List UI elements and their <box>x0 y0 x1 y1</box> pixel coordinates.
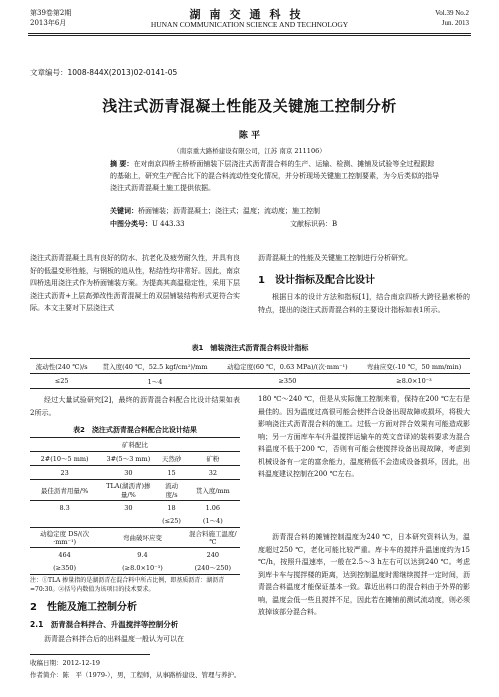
keywords <box>110 206 450 216</box>
table1-header: 弯曲应变(-10 ℃，50 mm/min) <box>358 359 470 374</box>
table2-cell: 240 <box>206 550 220 559</box>
footnote-received: 收稿日期：2012-12-19 <box>30 659 100 667</box>
date-cn: 2013年6月 <box>30 19 67 27</box>
affiliation: （南京重大路桥建设有限公司，江苏 南京 211106） <box>173 147 326 155</box>
table2-header: TLA(湖沥青)掺量/% <box>99 480 157 501</box>
table1-cell: ≥350 <box>278 377 297 385</box>
table1-caption: 表1 铺装浇注式沥青混合料设计指标 <box>191 344 309 352</box>
section-2-1-heading: 2.1 沥青混合料拌合、升温搅拌等控制分析 <box>30 620 179 629</box>
classification-label: 中图分类号： <box>110 220 152 228</box>
table2-header: 贯入度/mm <box>186 480 240 501</box>
keywords-text: 桥面铺装；沥青混凝土；浇注式；温度；流动度；施工控制 <box>138 207 320 215</box>
section-2-1-paragraph: 沥青混合料拌合后的出料温度一般认为可以在 <box>44 635 184 643</box>
keywords-label: 关键词： <box>110 207 138 215</box>
table1 <box>30 358 470 389</box>
table2-header-row <box>30 452 240 466</box>
right-paragraph-1: 180 ℃～240 ℃，但是从实际施工控制来看，保持在200 ℃左右是最佳的。因为温度过高很可能会使拌合设备出现故障或损坏，将极大影响浇注式沥青混合料的施工。过低一方面对拌合效果有可能造成影响；另一方面库车车(升温搅拌运输车的英文音译)的装料要求为混合料温度不低于200 ℃，否则有可能会使搅拌设备出现故障，考虑到机械设备有一定的富余能力，温度稍低不会造成设备损坏，因此，出料温度建议控制在200 ℃左右。 <box>258 395 470 478</box>
table2-value-row <box>30 466 240 480</box>
author: 陈 平 <box>238 131 261 141</box>
table2-value-row <box>30 501 240 515</box>
article-number: 文章编号：1008-844X(2013)02-0141-05 <box>30 68 178 77</box>
table1-value-row <box>30 374 470 389</box>
table2-header: 矿粉 <box>186 452 240 466</box>
journal-volume-en <box>435 8 469 28</box>
table2-cell: 18 <box>167 503 176 512</box>
table2-cell: 8.3 <box>59 503 70 512</box>
section-2-heading: 2 性能及施工控制分析 <box>30 602 137 613</box>
table2-header-row <box>30 528 240 548</box>
table1-cell: ≥8.0×10⁻³ <box>396 377 432 385</box>
table2-header-row <box>30 480 240 501</box>
table2-note: 注：①TLA 掺量指的是湖沥青在混合料中所占比例，即基质沥青：湖沥青=70:30。②括号内数值为该项目的技术要求。 <box>30 577 225 593</box>
table2-group-title: 矿料配比 <box>30 438 240 452</box>
table2-cell: (1～4) <box>202 517 223 525</box>
table2-limit-row <box>30 514 240 528</box>
table1-header: 流动性(240 ℃)/s <box>30 359 93 374</box>
classification <box>110 219 185 229</box>
table2-cell: (≤25) <box>162 516 181 525</box>
table2-cell: 23 <box>60 468 69 477</box>
table2-cell: 464 <box>58 550 71 559</box>
table2-header: 动稳定度 DS/(次·mm⁻¹) <box>30 528 99 548</box>
table1-header: 动稳定度(60 ℃，0.63 MPa)/(次·mm⁻¹) <box>217 359 358 374</box>
table2-header: 流动度/s <box>157 480 185 501</box>
table2-cell <box>99 514 157 528</box>
table2-header: 最佳沥青用量/% <box>30 480 99 501</box>
table2-cell: (240～250) <box>194 564 232 572</box>
table2-cell: 30 <box>124 503 133 512</box>
table2-limit-row <box>30 561 240 575</box>
document-code-value: B <box>332 220 338 228</box>
document-code-label: 文献标识码： <box>290 220 332 228</box>
table2-cell: 1.06 <box>205 503 221 512</box>
journal-name-cn: 湖南交通科技 <box>189 8 310 21</box>
table2-cell: 15 <box>167 468 176 477</box>
table2-cell <box>30 514 99 528</box>
intro-right-paragraph: 沥青混凝土的性能及关键施工控制进行分析研究。 <box>258 254 412 262</box>
abstract-text: 在对南京四桥主桥桥面铺装下层浇注式沥青混合料的生产、运输、检测、摊铺及试验等全过程跟踪的基础上，研究生产配合比下的混合料流动性变化情况，并分析现场关键施工控制要素，为今后类似的指导浇注式沥青混凝土施工提供依据。 <box>110 160 439 192</box>
volume-cn: 第39卷第2期 <box>30 9 72 17</box>
footnote-author: 作者简介：陈 平（1979-），男，工程师，从事路桥建设、管理与养护。 <box>30 671 241 679</box>
table2-caption: 表2 浇注式沥青混合料配合比设计结果 <box>73 426 197 434</box>
table2-cell: (≥350) <box>53 563 77 572</box>
paper-title: 浅注式沥青混凝土性能及关键施工控制分析 <box>102 97 397 115</box>
table1-cell: ≤25 <box>54 377 69 385</box>
table2-header: 天然砂 <box>157 452 185 466</box>
table1-header: 贯入度(40 ℃，52.5 kgf/cm²)/mm <box>93 359 216 374</box>
document-code <box>290 219 337 229</box>
classification-code: U 443.33 <box>152 220 185 228</box>
table1-header-row <box>30 359 470 374</box>
abstract-label: 摘 要： <box>110 160 134 168</box>
left-paragraph-2: 经过大量试验研究[2]，最终的沥青混合料配合比设计结果如表2所示。 <box>30 396 240 417</box>
table2-group-row <box>30 438 240 452</box>
abstract <box>110 158 440 194</box>
section-1-heading: 1 设计指标及配合比设计 <box>258 275 375 286</box>
journal-name-en: HUNAN COMMUNICATION SCIENCE AND TECHNOLOGY <box>150 20 349 29</box>
date-en: Jun. 2013 <box>441 19 469 27</box>
intro-left-paragraph: 浇注式沥青混凝土具有良好的防水、抗老化及疲劳耐久性，并具有良好的低温变形性能，与钢板的追从性，粘结性均非常好。因此，南京四桥选用浇注式作为桥面铺装方案。为提高其高温稳定性，采用下层浇注式沥青+上层高弹改性沥青混凝土的双层铺装结构形式更符合实际。本文主要对下层浇注式 <box>30 254 240 312</box>
table2-header: 3#(5～3 mm) <box>99 452 157 466</box>
table2-header: 弯曲破坏应变 <box>99 528 185 548</box>
table2-header: 混合料施工温度/℃ <box>186 528 240 548</box>
table2-cell: 9.4 <box>137 550 148 559</box>
table2-cell: 32 <box>208 468 217 477</box>
table2-cell: (≥8.0×10⁻³) <box>122 563 163 572</box>
footnote-rule <box>30 654 150 655</box>
table2 <box>30 437 240 575</box>
section-1-paragraph: 根据日本的设计方法和指标[1]，结合南京四桥大跨径悬索桥的特点，提出的浇注式沥青混合料的主要设计指标如表1所示。 <box>258 293 470 314</box>
table2-value-row <box>30 548 240 562</box>
volume-en: Vol.39 No.2 <box>435 9 469 17</box>
table2-header: 2#(10～5 mm) <box>30 452 99 466</box>
table1-cell: 1～4 <box>147 377 163 386</box>
table2-cell: 30 <box>124 468 133 477</box>
header-rule <box>28 33 471 36</box>
right-paragraph-2: 沥青混合料的摊铺控制温度为240 ℃，日本研究资料认为，温度超过250 ℃，老化可能比较严重。库卡车的搅拌升温速度约为15 ℃/h，按照升温速率，一般在2.5～3 h左右可以达到240 ℃。考虑到库卡车与搅拌楼的距离，达到控制温度时需继续搅拌一定时间，沥青混合料温度才能保证基本一致。靠近出料口的混合料由于外界的影响，温度会低一些且搅拌不足，因此若在摊铺前测试流动度，则必须放掉该部分混合料。 <box>258 533 470 616</box>
